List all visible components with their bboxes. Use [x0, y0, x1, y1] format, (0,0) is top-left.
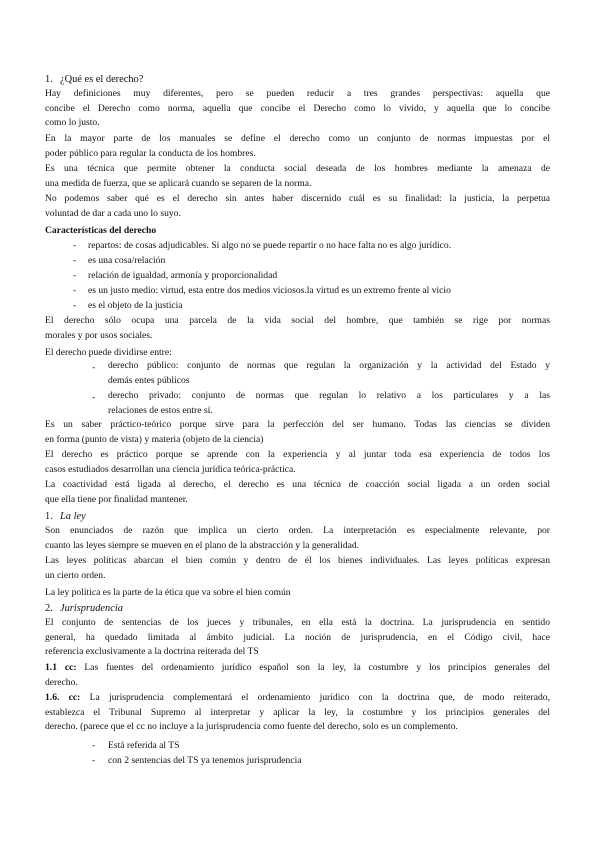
- list-item: es una cosa/relación: [88, 255, 166, 266]
- paragraph: [45, 691, 550, 735]
- text-line: que ella tiene por finalidad mantener.: [45, 493, 188, 505]
- text-line: cuanto las leyes siempre se mueven en el plano de la abstracción y la generalidad.: [45, 539, 360, 551]
- text-line: concibe el Derecho como norma, aquella que concibe el Derecho como lo vivido, y aquella que lo concibe: [45, 102, 550, 114]
- text-line: relaciones de estos entre sí.: [108, 404, 213, 416]
- list-item: es un justo medio: virtud, esta entre dos medios viciosos.la virtud es un extremo frente al vicio: [88, 285, 451, 296]
- list-item: [108, 389, 550, 418]
- list-item: relación de igualdad, armonía y proporcionalidad: [88, 270, 278, 281]
- paragraph: [45, 192, 550, 221]
- list-item: [108, 359, 550, 388]
- bullet-dash: -: [73, 255, 77, 266]
- paragraph: [45, 524, 550, 553]
- bullet-dash: -: [73, 300, 77, 311]
- section-heading: Jurisprudencia: [60, 603, 123, 614]
- list-item: con 2 sentencias del TS ya tenemos jurisprudencia: [108, 755, 302, 766]
- text-line: poder público para regular la conducta de los hombres.: [45, 147, 256, 159]
- text-line: morales y por usos sociales.: [45, 329, 153, 341]
- text-run: Las fuentes del ordenamiento jurídico español son la ley, la costumbre y los principios generales del: [76, 662, 550, 673]
- text-line: Hay definiciones muy diferentes, pero se pueden reducir a tres grandes perspectivas: aquella que: [45, 88, 550, 99]
- text-line: derecho.: [45, 676, 78, 688]
- section-number: 1.: [45, 511, 53, 522]
- text-line: No podemos saber qué es el derecho sin antes haber discernido cuál es su finalidad: la justicia, la perpetua: [45, 193, 550, 204]
- paragraph: El derecho puede dividirse entre:: [45, 347, 172, 358]
- text-line: demás entes públicos: [108, 374, 190, 386]
- text-line: referencia exclusivamente a la doctrina reiterada del TS: [45, 646, 259, 657]
- text-line: una medida de fuerza, que se aplicará cuando se separen de la norma.: [45, 177, 312, 189]
- paragraph: [45, 661, 550, 690]
- text-line: Es un saber práctico-teórico porque sirve para la perfección del ser humano. Todas las ciencias se dividen: [45, 419, 550, 430]
- paragraph: [45, 478, 550, 507]
- text-line: Son enunciados de razón que implica un cierto orden. La interpretación es especialmente relevante, por: [45, 525, 550, 536]
- text-line: como lo justo.: [45, 117, 100, 128]
- bullet-dash: -: [92, 392, 96, 403]
- bullet-dash: -: [92, 362, 96, 373]
- list-item: es el objeto de la justicia: [88, 300, 183, 311]
- text-run: La jurisprudencia complementará el ordenamiento jurídico con la doctrina que, de modo reiterado,: [80, 692, 550, 703]
- text-line: El conjunto de sentencias de los jueces y tribunales, en ella está la doctrina. La jurisprudencia en sentido: [45, 617, 550, 628]
- text-line: [45, 691, 550, 706]
- bullet-dash: -: [92, 740, 96, 751]
- paragraph: La ley política es la parte de la ética que va sobre el bien común: [45, 587, 291, 598]
- paragraph: [45, 418, 550, 447]
- section-number: 1.: [45, 74, 53, 85]
- text-line: El derecho sólo ocupa una parcela de la vida social del hombre, que también se rige por normas: [45, 315, 550, 326]
- text-line: El derecho es práctico porque se aprende con la experiencia y al juntar toda esa experiencia de todos los: [45, 449, 550, 460]
- paragraph: [45, 314, 550, 343]
- bullet-dash: -: [73, 270, 77, 281]
- bullet-dash: -: [73, 240, 77, 251]
- text-line: derecho privado: conjunto de normas que regulan lo relativo a los particulares y a las: [108, 390, 550, 401]
- article-label: 1.6. cc:: [45, 692, 81, 703]
- subheading: Características del derecho: [45, 225, 157, 236]
- text-line: [45, 661, 550, 676]
- bullet-dash: -: [92, 755, 96, 766]
- bullet-dash: -: [73, 285, 77, 296]
- text-line: La coactividad está ligada al derecho, el derecho es una técnica de coacción social ligada a un orden social: [45, 479, 550, 490]
- text-line: En la mayor parte de los manuales se define el derecho como un conjunto de normas impuestas por el: [45, 133, 550, 144]
- text-line: derecho público: conjunto de normas que regulan la organización y la actividad del Estado y: [108, 360, 550, 371]
- text-line: un cierto orden.: [45, 569, 106, 581]
- paragraph: [45, 448, 550, 477]
- text-line: Las leyes políticas abarcan el bien común y dentro de él los bienes individuales. Las leyes políticas expresan: [45, 555, 550, 566]
- text-line: en forma (punto de vista) y materia (objeto de la ciencia): [45, 433, 264, 445]
- section-heading: La ley: [60, 511, 86, 522]
- list-item: Está referida al TS: [108, 740, 180, 751]
- paragraph: [45, 132, 550, 161]
- text-line: casos estudiados desarrollan una ciencia jurídica teórica-práctica.: [45, 463, 296, 475]
- text-line: voluntad de dar a cada uno lo suyo.: [45, 207, 181, 219]
- paragraph: [45, 162, 550, 191]
- paragraph: [45, 554, 550, 583]
- text-line: establezca el Tribunal Supremo al interpretar y aplicar la ley, la costumbre y los principios generales del: [45, 706, 550, 718]
- paragraph: [45, 87, 550, 131]
- paragraph: [45, 616, 550, 660]
- text-line: general, ha quedado limitada al ámbito judicial. La noción de jurisprudencia, en el Código civil, hace: [45, 631, 550, 643]
- text-line: derecho. (parece que el cc no incluye a la jurisprudencia como fuente del derecho, solo es un complemento.: [45, 721, 458, 732]
- article-label: 1.1 cc:: [45, 662, 77, 673]
- list-item: repartos: de cosas adjudicables. Si algo no se puede repartir o no hace falta no es algo jurídico.: [88, 240, 452, 251]
- text-line: Es una técnica que permite obtener la conducta social deseada de los hombres mediante la amenaza de: [45, 163, 550, 174]
- section-heading: ¿Qué es el derecho?: [60, 74, 144, 85]
- section-number: 2.: [45, 603, 53, 614]
